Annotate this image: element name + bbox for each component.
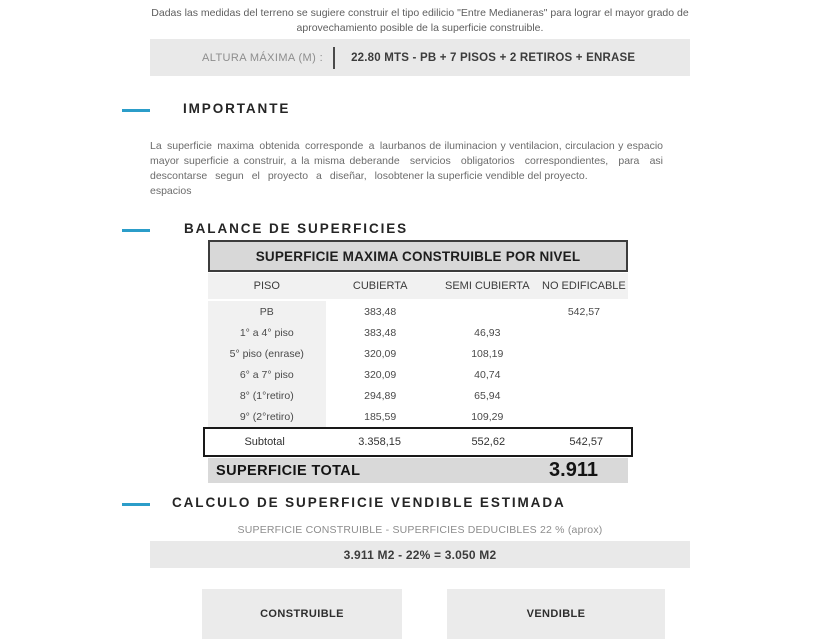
calculo-heading: CALCULO DE SUPERFICIE VENDIBLE ESTIMADA (172, 495, 566, 510)
formula-label: SUPERFICIE CONSTRUIBLE - SUPERFICIES DEDUCIBLES 22 % (aprox) (237, 524, 603, 536)
superficie-total-bar (208, 458, 628, 483)
table-cell-cubierta: 294,89 (364, 389, 397, 402)
subtotal-cubierta: 3.358,15 (358, 436, 402, 448)
table-cell-piso: 6° a 7° piso (208, 364, 326, 385)
table-cell-piso: 5° piso (enrase) (208, 343, 326, 364)
table-cell-piso: PB (208, 301, 326, 322)
altura-maxima-label: ALTURA MÁXIMA (M) : (202, 51, 324, 64)
table-cell-cubierta: 185,59 (364, 410, 397, 423)
accent-dash (122, 503, 150, 506)
table-row (208, 385, 628, 406)
table-cell-semi: 46,93 (474, 326, 501, 339)
table-cell-noedif: 542,57 (567, 305, 600, 318)
subtotal-no-edificable: 542,57 (569, 436, 604, 448)
table-cell-semi: 108,19 (471, 347, 504, 360)
table-header-row (208, 273, 628, 299)
vendible-box-label: VENDIBLE (447, 589, 665, 639)
surface-table (208, 240, 628, 483)
table-title: SUPERFICIE MAXIMA CONSTRUIBLE POR NIVEL (208, 240, 628, 272)
table-row (208, 364, 628, 385)
table-cell-piso: 9° (2°retiro) (208, 406, 326, 427)
altura-maxima-value: 22.80 MTS - PB + 7 PISOS + 2 RETIROS + ENRASE (351, 51, 636, 64)
accent-dash (122, 109, 150, 112)
subtotal-row (203, 427, 633, 457)
importante-heading: IMPORTANTE (183, 101, 291, 116)
table-cell-semi: 40,74 (474, 368, 501, 381)
table-cell-cubierta: 320,09 (364, 347, 397, 360)
subtotal-label: Subtotal (244, 436, 285, 448)
superficie-total-value: 3.911 (549, 459, 598, 481)
table-body (208, 301, 628, 427)
vertical-divider (333, 47, 335, 69)
table-cell-piso: 1° a 4° piso (208, 322, 326, 343)
subtotal-semi-cubierta: 552,62 (471, 436, 506, 448)
constru-box-label: CONSTRUIBLE (202, 589, 402, 639)
column-header-no-edificable: NO EDIFICABLE (542, 280, 626, 292)
table-row (208, 406, 628, 427)
table-cell-semi: 109,29 (471, 410, 504, 423)
importante-column-right: urbanos de iluminacion y ventilacion, circulacion y espacio de servicios obligatorios correspondientes, para asi obtener la superficie vendible del proyecto. (388, 140, 663, 182)
result-bar: 3.911 M2 - 22% = 3.050 M2 (150, 541, 690, 568)
column-header-cubierta: CUBIERTA (352, 280, 408, 292)
superficie-total-label: SUPERFICIE TOTAL (216, 462, 361, 479)
importante-column-left: La superficie maxima obtenida corresponde a la mayor superficie a construir, a la misma deberan descontarse segun el proyecto a diseñar, los espacios (150, 140, 388, 197)
table-row (208, 343, 628, 364)
accent-dash (122, 229, 150, 232)
table-cell-cubierta: 383,48 (364, 305, 397, 318)
column-header-semi-cubierta: SEMI CUBIERTA (445, 280, 530, 292)
intro-paragraph: Dadas las medidas del terreno se sugiere construir el tipo edilicio "Entre Medianeras" para lograr el mayor grado de aprovechamiento posible de la superficie construible. (151, 7, 689, 34)
table-cell-cubierta: 320,09 (364, 368, 397, 381)
table-row (208, 322, 628, 343)
table-cell-cubierta: 383,48 (364, 326, 397, 339)
table-cell-semi: 65,94 (474, 389, 501, 402)
table-row (208, 301, 628, 322)
importante-body (150, 139, 690, 199)
balance-heading: BALANCE DE SUPERFICIES (184, 221, 409, 236)
altura-maxima-bar (150, 39, 690, 76)
column-header-piso: PISO (253, 280, 280, 292)
table-cell-piso: 8° (1°retiro) (208, 385, 326, 406)
